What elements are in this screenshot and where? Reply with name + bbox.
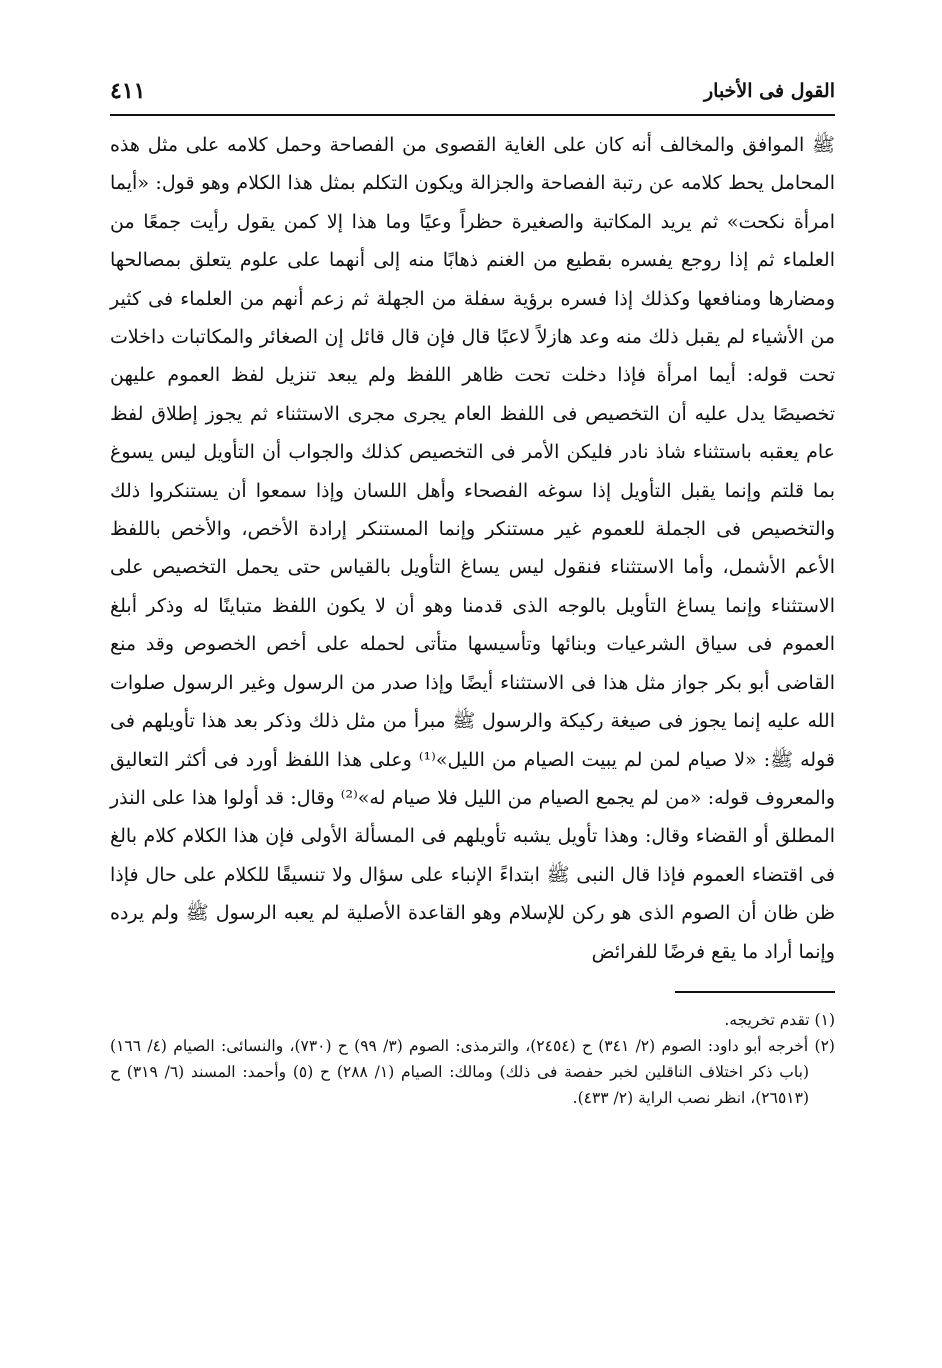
- footnote-mark: (٢): [814, 1036, 835, 1055]
- body-paragraph: ﷺ الموافق والمخالف أنه كان على الغاية القصوى من الفصاحة وحمل كلامه على مثل هذه المحامل يحط كلامه عن رتبة الفصاحة والجزالة ويكون التكلم بمثل هذا الكلام وهو قول: «أيما امرأة نكحت» ثم يريد المكاتبة والصغيرة حظراً وعيًا وما هذا إلا كمن يقول رأيت جمعًا من العلماء ثم إذا روجع يفسره بقطيع من الغنم ذهابًا منه إلى أنهما على علوم يتعلق بمصالحها ومضارها ومنافعها وكذلك إذا فسره برؤية سفلة من الجهلة ثم زعم أنهم من العلماء فى كثير من الأشياء لم يقبل ذلك منه وعد هازلاً لاعبًا قال فإن قال قائل إن الصغائر والمكاتبات داخلات تحت قوله: أيما امرأة فإذا دخلت تحت ظاهر اللفظ ولم يبعد تنزيل لفظ العموم عليهن تخصيصًا يدل عليه أن التخصيص فى اللفظ العام يجرى مجرى الاستثناء ثم يجوز إطلاق لفظ عام يعقبه باستثناء شاذ نادر فليكن الأمر فى التخصيص كذلك والجواب أن التأويل ليس يسوغ بما قلتم وإنما يقبل التأويل إذا سوغه الفصحاء وأهل اللسان وإذا سمعوا أن يستنكروا ذلك والتخصيص فى الجملة للعموم غير مستنكر وإنما المستنكر إرادة الأخص، والأخص باللفظ الأعم الأشمل، وأما الاستثناء فنقول ليس يساغ التأويل بالقياس حتى يحمل التخصيص على الاستثناء وإنما يساغ التأويل بالوجه الذى قدمنا وهو أن لا يكون اللفظ متباينًا له وذكر أبلغ العموم فى سياق الشرعيات وبنائها وتأسيسها متأتى لحمله على أخص الخصوص وقد منع القاضى أبو بكر جواز مثل هذا فى الاستثناء أيضًا وإذا صدر من الرسول وغير الرسول صلوات الله عليه إنما يجوز فى صيغة ركيكة والرسول ﷺ مبرأ من مثل ذلك وذكر بعد هذا تأويلهم فى قوله ﷺ: «لا صيام لمن لم يبيت الصيام من الليل»⁽¹⁾ وعلى هذا اللفظ أورد فى أكثر التعاليق والمعروف قوله: «من لم يجمع الصيام من الليل فلا صيام له»⁽²⁾ وقال: قد أولوا هذا على النذر المطلق أو القضاء وقال: وهذا تأويل يشبه تأويلهم فى المسألة الأولى فإن هذا الكلام كلام بالغ فى اقتضاء العموم فإذا قال النبى ﷺ ابتداءً الإنباء على سؤال ولا تنسيقًا للكلام على حال فإذا ظن ظان أن الصوم الذى هو ركن للإسلام وهو القاعدة الأصلية لم يعبه الرسول ﷺ ولم يرده وإنما أراد ما يقع فرضًا للفرائض: [110, 134, 836, 963]
- footnote-text: أخرجه أبو داود: الصوم (٢/ ٣٤١) ح (٢٤٥٤)، والترمذى: الصوم (٣/ ٩٩) ح (٧٣٠)، والنسائى: الصيام (٤/ ١٦٦) (باب ذكر اختلاف الناقلين لخبر حفصة فى ذلك) ومالك: الصيام (١/ ٢٨٨) ح (٥) وأحمد: المسند (٦/ ٣١٩) ح (٢٦٥١٣)، انظر نصب الراية (٢/ ٤٣٣).: [110, 1036, 809, 1107]
- page-number: ٤١١: [110, 78, 146, 104]
- header-rule: [110, 114, 835, 116]
- footnote-text: تقدم تخريجه.: [724, 1010, 810, 1029]
- running-header: [110, 78, 835, 112]
- footnote-separator: [675, 991, 835, 993]
- footnote-2: [110, 1033, 835, 1111]
- book-page: [110, 78, 835, 1111]
- footnote-mark: (١): [814, 1010, 835, 1029]
- footnotes: [110, 1007, 835, 1111]
- running-title: القول فى الأخبار: [703, 80, 835, 102]
- footnote-1: [110, 1007, 835, 1033]
